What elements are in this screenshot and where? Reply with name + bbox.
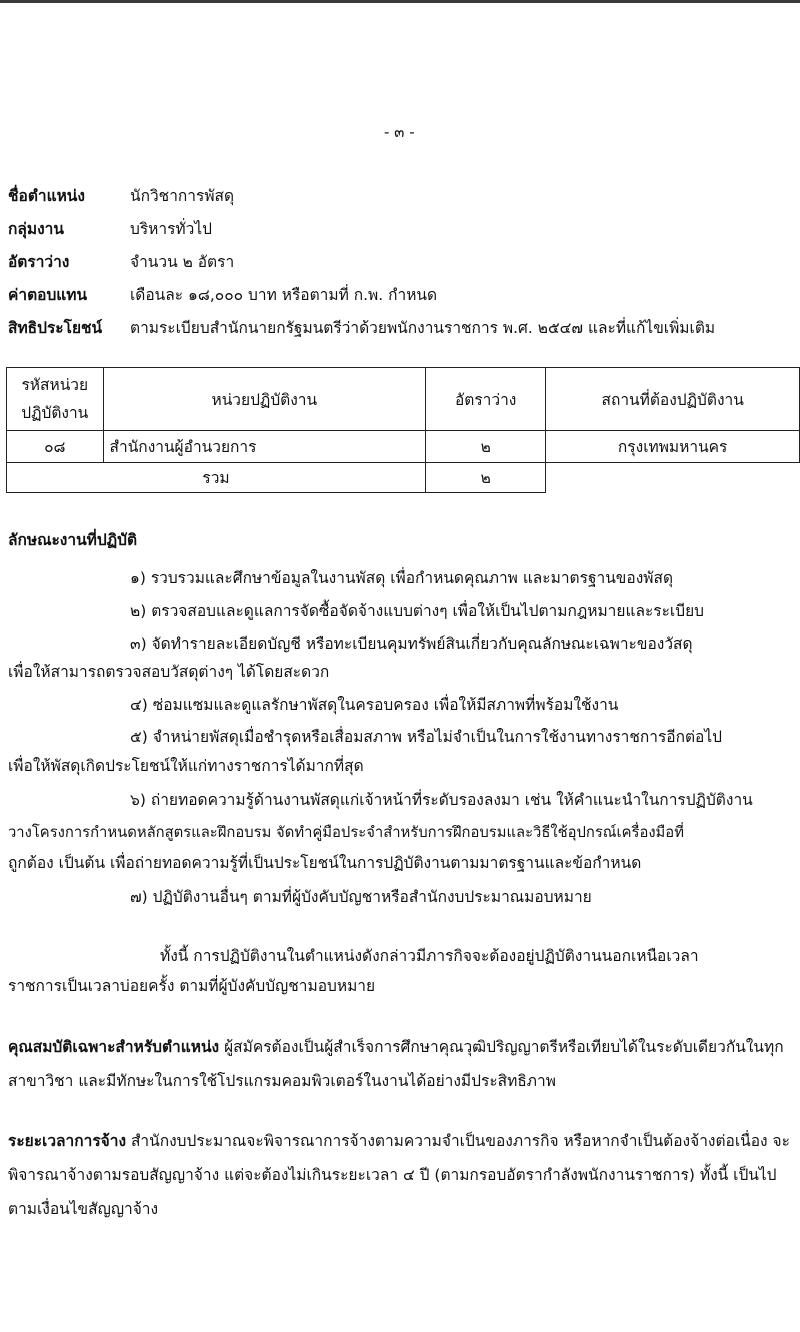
table-header-row: [7, 368, 800, 431]
duty-item-4: ๔) ซ่อมแซมและดูแลรักษาพัสดุในครอบครอง เพื่อให้มีสภาพที่พร้อมใช้งาน: [130, 696, 619, 714]
header-unit-code: [7, 368, 104, 431]
field-value-group: บริหารทั่วไป: [130, 220, 212, 238]
duty-item-5: ๕) จำหน่ายพัสดุเมื่อชำรุดหรือเสื่อมสภาพ หรือไม่จำเป็นในการใช้งานทางราชการอีกต่อไป: [130, 728, 723, 746]
cell-total-count: ๒: [426, 463, 546, 493]
employment-label: ระยะเวลาการจ้าง: [8, 1132, 127, 1150]
table-row: [7, 431, 800, 463]
header-unit-code-line2: ปฏิบัติงาน: [21, 404, 89, 422]
field-value-benefits: ตามระเบียบสำนักนายกรัฐมนตรีว่าด้วยพนักงานราชการ พ.ศ. ๒๕๔๗ และที่แก้ไขเพิ่มเติม: [130, 319, 716, 337]
field-value-salary: เดือนละ ๑๘,๐๐๐ บาท หรือตามที่ ก.พ. กำหนด: [130, 286, 438, 304]
cell-unit-name: สำนักงานผู้อำนวยการ: [103, 431, 426, 463]
duty-item-5-cont: เพื่อให้พัสดุเกิดประโยชน์ให้แก่ทางราชการได้มากที่สุด: [8, 757, 364, 775]
field-label-position: ชื่อตำแหน่ง: [8, 187, 85, 205]
qualification-text: ผู้สมัครต้องเป็นผู้สำเร็จการศึกษาคุณวุฒิปริญญาตรีหรือเทียบได้ในระดับเดียวกันในทุกสาขาวิชา และมีทักษะในการใช้โปรแกรมคอมพิวเตอร์ในงานได้อย่างมีประสิทธิภาพ: [8, 1038, 784, 1090]
duty-item-3-cont: เพื่อให้สามารถตรวจสอบวัสดุต่างๆ ได้โดยสะดวก: [8, 663, 330, 681]
units-table: [6, 367, 800, 493]
table-total-row: [7, 463, 800, 493]
duty-item-6-cont-1: วางโครงการกำหนดหลักสูตรและฝึกอบรม จัดทำคู่มือประจำสำหรับการฝึกอบรมและวิธีใช้อุปกรณ์เครื่องมือที่: [8, 824, 684, 841]
field-label-group: กลุ่มงาน: [8, 220, 64, 238]
duty-item-1: ๑) รวบรวมและศึกษาข้อมูลในงานพัสดุ เพื่อกำหนดคุณภาพ และมาตรฐานของพัสดุ: [130, 569, 674, 587]
field-value-vacancy: จำนวน ๒ อัตรา: [130, 253, 235, 271]
cell-vacancy: ๒: [426, 431, 546, 463]
note-line-1: ทั้งนี้ การปฏิบัติงานในตำแหน่งดังกล่าวมีภารกิจจะต้องอยู่ปฏิบัติงานนอกเหนือเวลา: [160, 947, 699, 965]
qualification-label: คุณสมบัติเฉพาะสำหรับตำแหน่ง: [8, 1038, 220, 1056]
cell-workplace: กรุงเทพมหานคร: [546, 431, 800, 463]
qualification-section: [8, 1030, 794, 1098]
duty-item-7: ๗) ปฏิบัติงานอื่นๆ ตามที่ผู้บังคับบัญชาหรือสำนักงบประมาณมอบหมาย: [130, 888, 592, 906]
field-label-benefits: สิทธิประโยชน์: [8, 319, 103, 337]
page-number: - ๓ -: [384, 123, 415, 141]
duty-item-2: ๒) ตรวจสอบและดูแลการจัดซื้อจัดจ้างแบบต่างๆ เพื่อให้เป็นไปตามกฎหมายและระเบียบ: [130, 602, 704, 620]
header-workplace: สถานที่ต้องปฏิบัติงาน: [546, 368, 800, 431]
duty-item-6: ๖) ถ่ายทอดความรู้ด้านงานพัสดุแก่เจ้าหน้าที่ระดับรองลงมา เช่น ให้คำแนะนำในการปฏิบัติงาน: [130, 791, 753, 809]
employment-text: สำนักงบประมาณจะพิจารณาการจ้างตามความจำเป็นของภารกิจ หรือหากจำเป็นต้องจ้างต่อเนื่อง จะพิจารณาจ้างตามรอบสัญญาจ้าง แต่จะต้องไม่เกินระยะเวลา ๔ ปี (ตามกรอบอัตรากำลังพนักงานราชการ) ทั้งนี้ เป็นไปตามเงื่อนไขสัญญาจ้าง: [8, 1132, 790, 1218]
note-line-2: ราชการเป็นเวลาบ่อยครั้ง ตามที่ผู้บังคับบัญชามอบหมาย: [8, 977, 376, 995]
duty-item-3: ๓) จัดทำรายละเอียดบัญชี หรือทะเบียนคุมทรัพย์สินเกี่ยวกับคุณลักษณะเฉพาะของวัสดุ: [130, 635, 693, 653]
header-unit-code-line1: รหัสหน่วย: [21, 376, 89, 394]
duties-heading: ลักษณะงานที่ปฏิบัติ: [8, 531, 138, 549]
field-value-position: นักวิชาการพัสดุ: [130, 187, 235, 205]
employment-section: [8, 1124, 794, 1226]
field-label-vacancy: อัตราว่าง: [8, 253, 70, 271]
header-unit-name: หน่วยปฏิบัติงาน: [103, 368, 426, 431]
top-border-line: [0, 0, 800, 3]
cell-total-label: รวม: [7, 463, 426, 493]
duty-item-6-cont-2: ถูกต้อง เป็นต้น เพื่อถ่ายทอดความรู้ที่เป็นประโยชน์ในการปฏิบัติงานตามมาตรฐานและข้อกำหนด: [8, 854, 642, 872]
header-vacancy: อัตราว่าง: [426, 368, 546, 431]
cell-empty: [546, 463, 800, 493]
field-label-salary: ค่าตอบแทน: [8, 286, 88, 304]
cell-unit-code: ๐๘: [7, 431, 104, 463]
